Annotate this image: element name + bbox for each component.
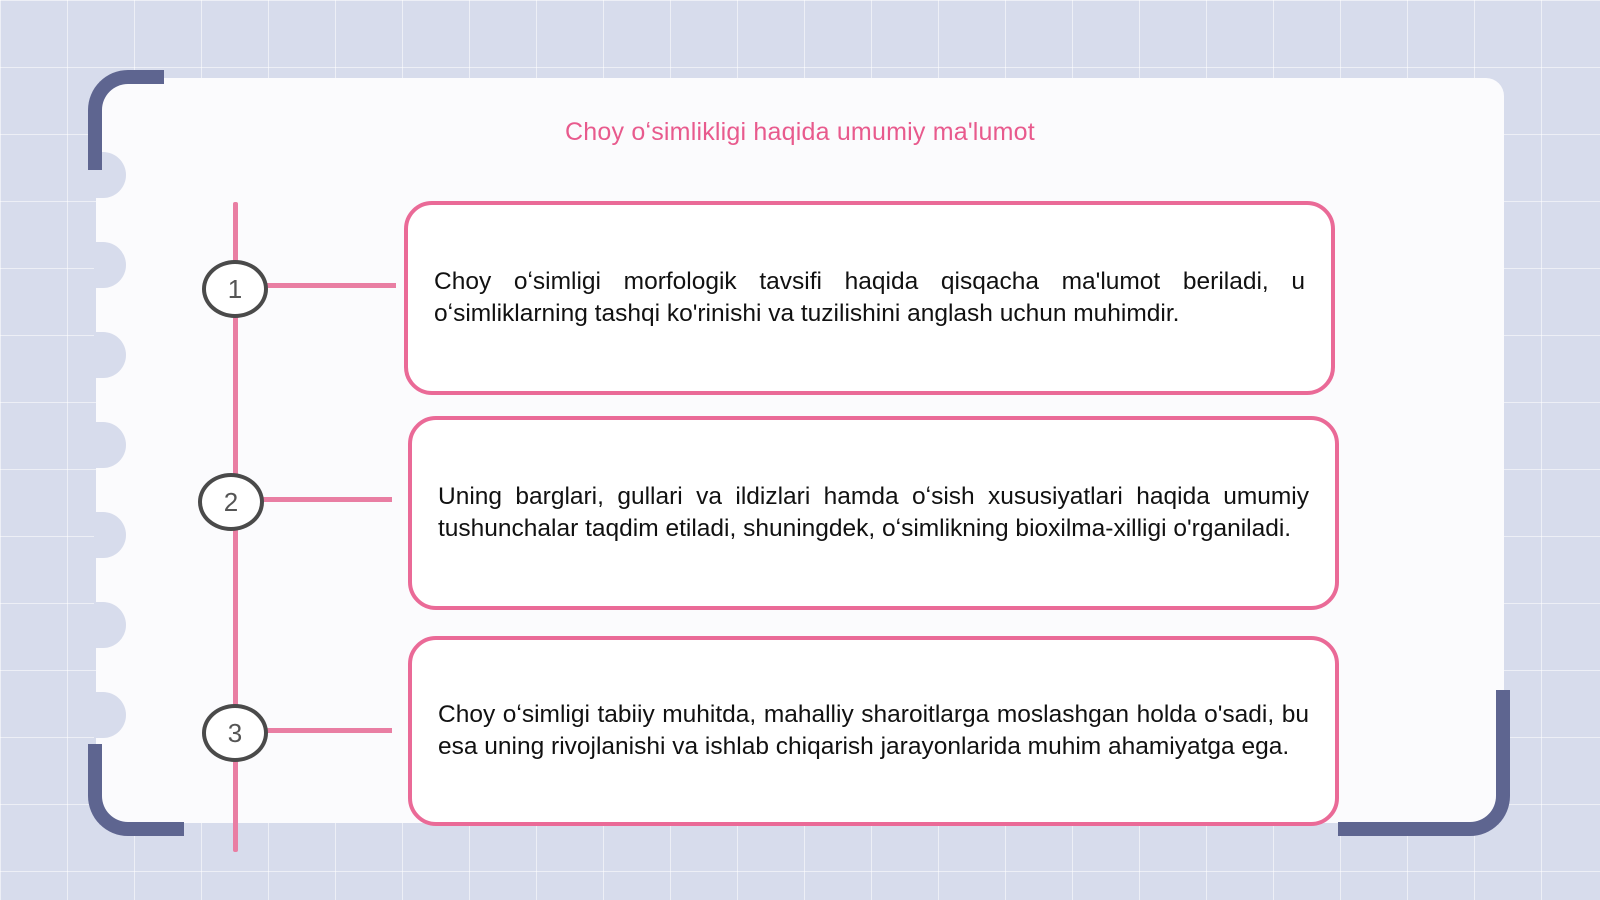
step-number-badge [198,473,264,531]
timeline-connector [262,497,392,502]
info-card [404,201,1335,395]
info-card [408,416,1339,610]
frame-corner-bottom-left [88,744,184,836]
step-number: 1 [227,273,243,304]
timeline-connector [266,728,392,733]
step-number: 3 [227,717,243,748]
info-card [408,636,1339,826]
step-number-badge [202,704,268,762]
info-card-text: Choy oʻsimligi tabiiy muhitda, mahalliy sharoitlarga moslashgan holda o'sadi, bu esa uning rivojlanishi va ishlab chiqarish jarayonlarida muhim ahamiyatga ega. [438,701,1309,760]
info-card-text: Uning barglari, gullari va ildizlari hamda oʻsish xususiyatlari haqida umumiy tushunchalar taqdim etiladi, shuningdek, oʻsimlikning bioxilma-xilligi o'rganiladi. [438,483,1309,542]
slide-title: Choy oʻsimlikligi haqida umumiy ma'lumot [565,118,1035,146]
timeline-connector [266,283,396,288]
frame-corner-bottom-right [1338,690,1510,836]
step-number-badge [202,260,268,318]
step-number: 2 [223,486,239,517]
info-card-text: Choy oʻsimligi morfologik tavsifi haqida qisqacha ma'lumot beriladi, u oʻsimliklarning tashqi ko'rinishi va tuzilishini anglash uchun muhimdir. [434,268,1305,327]
frame-corner-top-left [88,70,164,170]
